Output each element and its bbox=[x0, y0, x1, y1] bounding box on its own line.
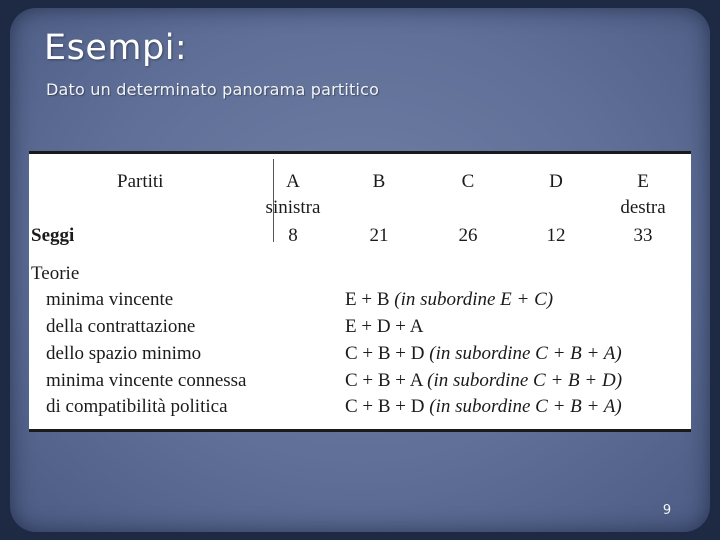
seats-label: Seggi bbox=[31, 225, 75, 246]
coalition-main: E + D + A bbox=[345, 316, 424, 337]
coalition-alternative: (in subordine E + C) bbox=[394, 289, 554, 310]
theory-name: della contrattazione bbox=[46, 316, 196, 337]
slide-subtitle: Dato un determinato panorama partitico bbox=[46, 80, 380, 99]
party-letter-e: E bbox=[637, 171, 649, 192]
seats-a: 8 bbox=[288, 225, 298, 246]
theory-coalition bbox=[345, 290, 553, 310]
theory-coalition bbox=[345, 371, 622, 391]
theory-coalition bbox=[345, 317, 423, 337]
coalition-main: C + B + D bbox=[345, 396, 425, 417]
seats-d: 12 bbox=[546, 225, 566, 246]
theories-label: Teorie bbox=[31, 263, 80, 284]
coalition-alternative: (in subordine C + B + A) bbox=[429, 396, 622, 417]
seats-b: 21 bbox=[369, 225, 389, 246]
theory-coalition bbox=[345, 344, 622, 364]
party-letter-c: C bbox=[461, 171, 475, 192]
theory-name: minima vincente connessa bbox=[46, 370, 247, 391]
slide-title: Esempi: bbox=[44, 28, 188, 68]
theory-name: di compatibilità politica bbox=[46, 396, 228, 417]
party-letter-b: B bbox=[372, 171, 386, 192]
party-table bbox=[29, 151, 691, 432]
seats-e: 33 bbox=[633, 225, 653, 246]
theory-coalition bbox=[345, 397, 622, 417]
party-letter-d: D bbox=[549, 171, 563, 192]
coalition-main: E + B bbox=[345, 289, 390, 310]
coalition-main: C + B + D bbox=[345, 343, 425, 364]
table-header-partiti: Partiti bbox=[117, 171, 164, 192]
slide-number: 9 bbox=[662, 503, 672, 518]
coalition-alternative: (in subordine C + B + A) bbox=[429, 343, 622, 364]
party-position-a: sinistra bbox=[265, 197, 321, 218]
coalition-main: C + B + A bbox=[345, 370, 423, 391]
coalition-alternative: (in subordine C + B + D) bbox=[427, 370, 623, 391]
seats-c: 26 bbox=[458, 225, 478, 246]
theory-name: minima vincente bbox=[46, 289, 174, 310]
theory-name: dello spazio minimo bbox=[46, 343, 202, 364]
party-position-e: destra bbox=[620, 197, 666, 218]
party-letter-a: A bbox=[286, 171, 300, 192]
